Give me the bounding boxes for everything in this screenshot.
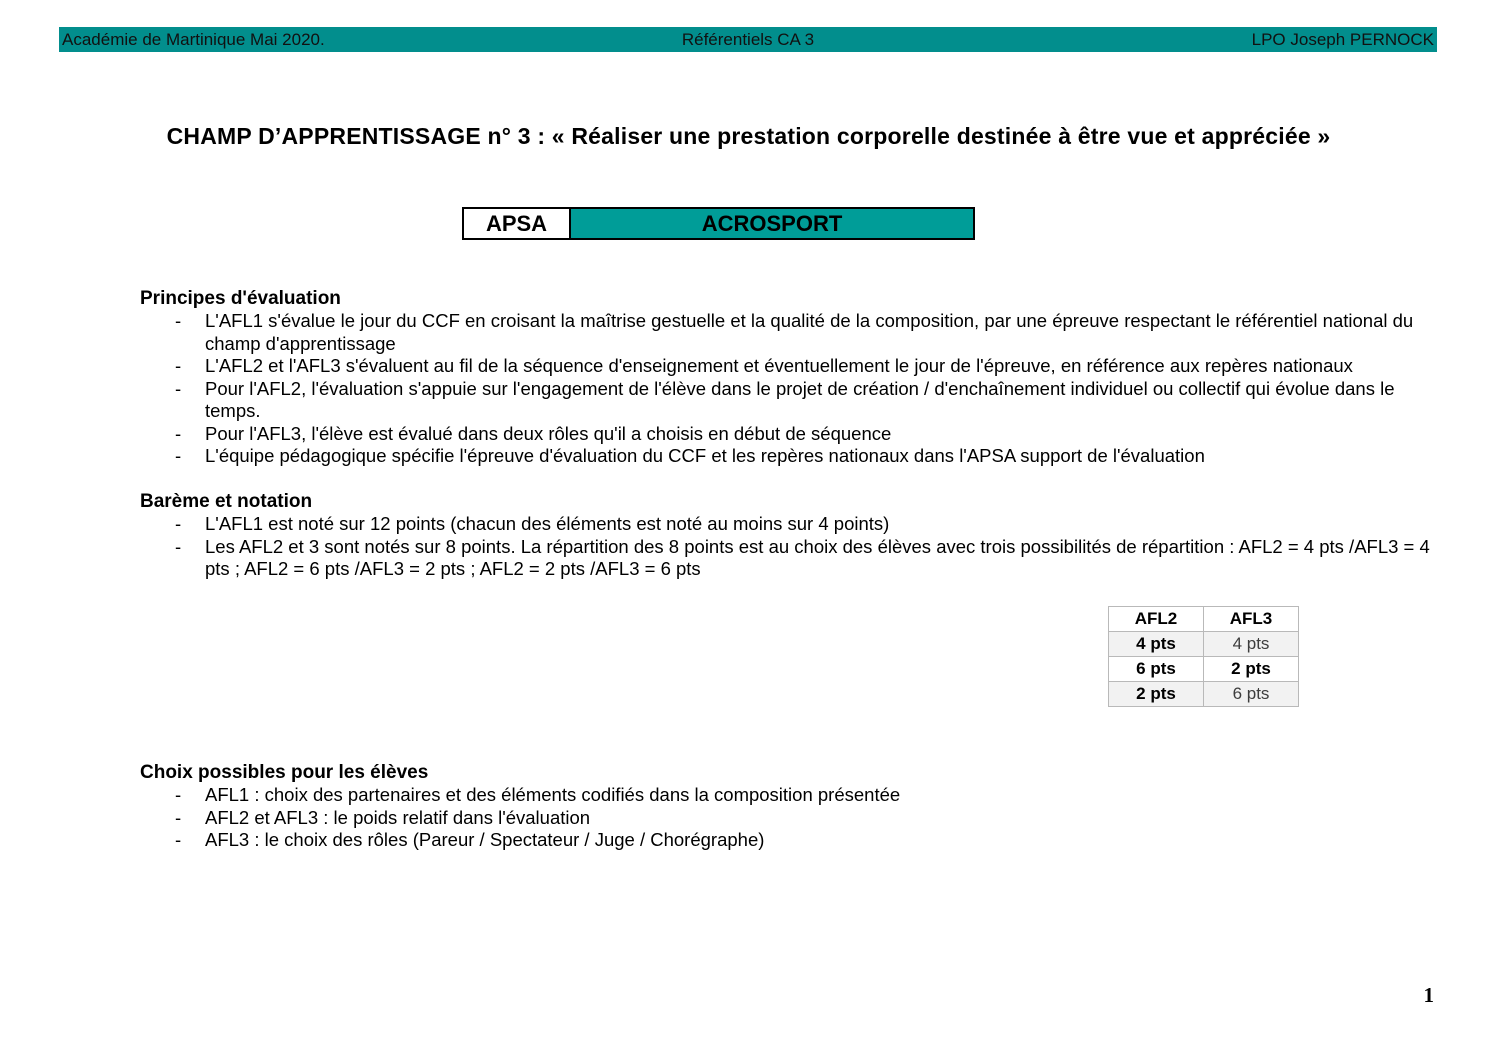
bullet-dash: - [175,445,182,466]
bullet-dash: - [175,535,182,557]
column-header-afl3: AFL3 [1204,607,1299,632]
list-item [140,513,1430,536]
table-header-row [1109,607,1299,632]
list-item [140,378,1430,423]
page-title: CHAMP D’APPRENTISSAGE n° 3 : « Réaliser une prestation corporelle destinée à être vue et appréciée » [166,123,1331,149]
apsa-label-cell: APSA [463,208,570,239]
table-row [1109,632,1299,657]
bullet-dash: - [175,310,182,331]
bullet-text: AFL3 : le choix des rôles (Pareur / Spectateur / Juge / Chorégraphe) [205,829,765,850]
apsa-value-cell: ACROSPORT [570,208,974,239]
bullet-dash: - [175,829,182,850]
cell-afl2: 2 pts [1109,682,1204,707]
bullet-dash: - [175,422,182,444]
bullet-text: AFL1 : choix des partenaires et des éléments codifiés dans la composition présentée [205,784,901,805]
bullet-dash: - [175,377,182,399]
section-heading: Principes d'évaluation [140,288,341,309]
bullet-dash: - [175,513,182,534]
bullet-text: Pour l'AFL3, l'élève est évalué dans deux rôles qu'il a choisis en début de séquence [205,422,892,444]
cell-afl2: 6 pts [1109,657,1204,682]
table-row [1109,682,1299,707]
bullet-text: L'AFL1 s'évalue le jour du CCF en croisant la maîtrise gestuelle et la qualité de la composition, par une épreuve respectant le référentiel national du champ d'apprentissage [205,310,1414,354]
cell-afl3: 2 pts [1204,657,1299,682]
apsa-table [462,207,975,240]
bullet-dash: - [175,784,182,805]
list-item [140,310,1430,355]
bullet-dash: - [175,806,182,828]
header-referentiel: Référentiels CA 3 [681,29,815,49]
bullet-text: L'AFL1 est noté sur 12 points (chacun des éléments est noté au moins sur 4 points) [205,513,890,534]
list-item [140,807,1430,830]
bullet-text: Pour l'AFL2, l'évaluation s'appuie sur l'engagement de l'élève dans le projet de création / d'enchaînement individuel ou collectif qui évolue dans le temps. [205,377,1395,421]
section-heading: Choix possibles pour les élèves [140,762,429,783]
bullet-text: Les AFL2 et 3 sont notés sur 8 points. La répartition des 8 points est au choix des élèves avec trois possibilités de répartition : AFL2 = 4 pts /AFL3 = 4 pts ; AFL2 = 6 pts /AFL3 = 2 pts ; AFL2 = 2 pts /AFL3 = 6 pts [205,535,1430,579]
section-heading: Barème et notation [140,491,313,512]
header-banner [59,27,1437,52]
bullet-text: L'AFL2 et l'AFL3 s'évaluent au fil de la séquence d'enseignement et éventuellement le jour de l'épreuve, en référence aux repères nationaux [205,355,1353,376]
header-school: LPO Joseph PERNOCK [1251,29,1434,49]
list-item [140,536,1430,581]
section-choix-eleves [140,761,1430,852]
bullet-dash: - [175,355,182,376]
cell-afl3: 6 pts [1204,682,1299,707]
bullet-text: AFL2 et AFL3 : le poids relatif dans l'évaluation [205,806,591,828]
column-header-afl2: AFL2 [1109,607,1204,632]
section-bareme-notation [140,490,1430,581]
section-principes-evaluation [140,287,1430,468]
list-item [140,784,1430,807]
list-item [140,445,1430,468]
list-item [140,355,1430,378]
points-repartition-table [1108,606,1299,707]
bullet-text: L'équipe pédagogique spécifie l'épreuve d'évaluation du CCF et les repères nationaux dans l'APSA support de l'évaluation [205,445,1205,466]
list-item [140,829,1430,852]
page-number: 1 [1423,983,1434,1007]
cell-afl2: 4 pts [1109,632,1204,657]
header-academy: Académie de Martinique Mai 2020. [62,29,325,49]
table-row [1109,657,1299,682]
cell-afl3: 4 pts [1204,632,1299,657]
apsa-row [463,208,974,239]
list-item [140,423,1430,446]
